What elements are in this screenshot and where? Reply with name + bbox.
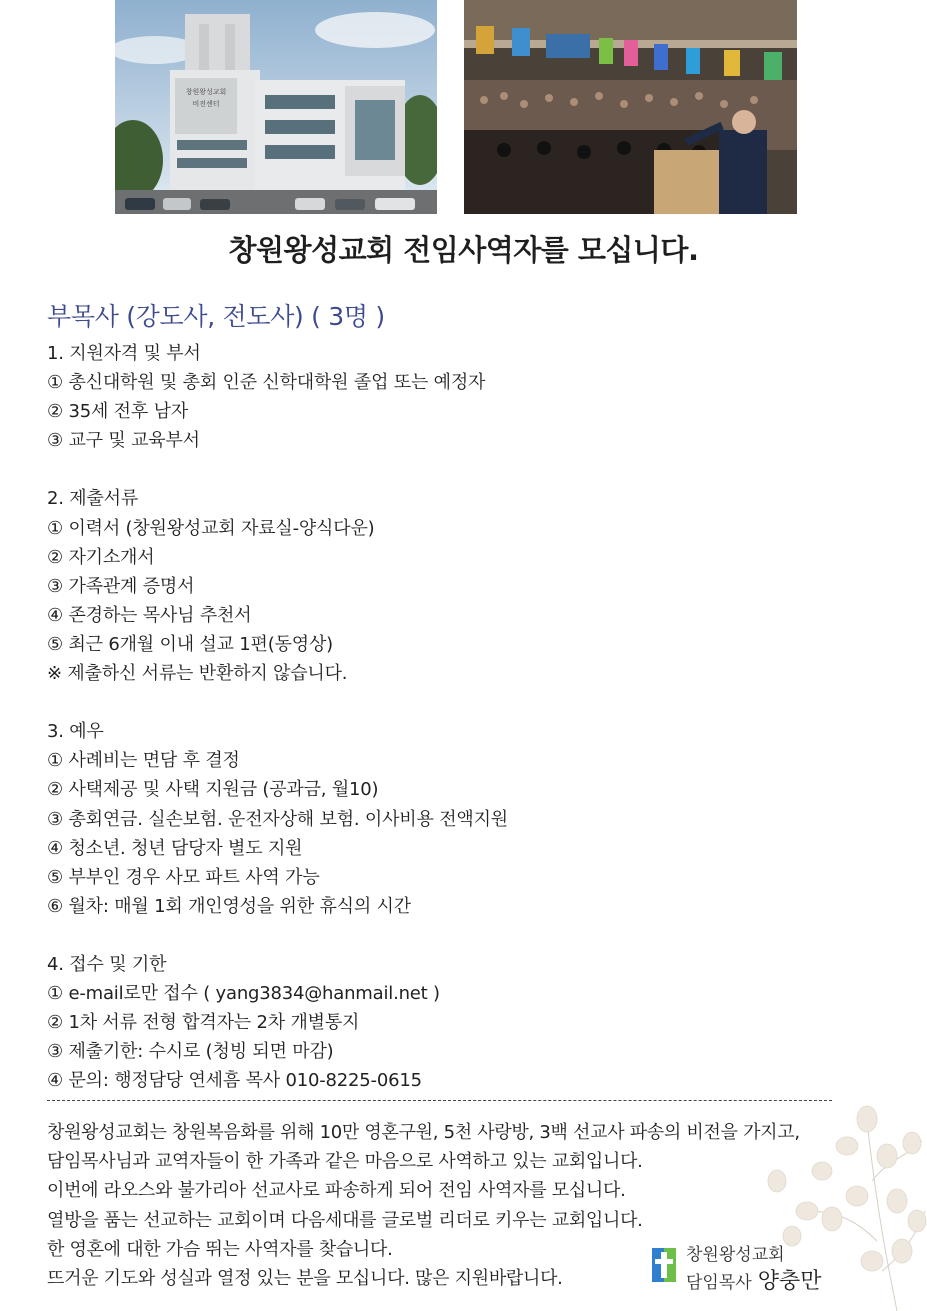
list-item-email: ① e-mail로만 접수 ( yang3834@hanmail.net )	[47, 983, 440, 1005]
list-item: ① 사례비는 면담 후 결정	[47, 750, 240, 772]
svg-text:비전센터: 비전센터	[192, 100, 220, 108]
list-item: ② 1차 서류 전형 합격자는 2차 개별통지	[47, 1012, 360, 1034]
signature-church-name: 창원왕성교회	[686, 1245, 785, 1265]
section-heading-qualifications: 1. 지원자격 및 부서	[47, 343, 201, 364]
list-item: ② 자기소개서	[47, 546, 155, 568]
list-item: ③ 교구 및 교육부서	[47, 430, 200, 452]
church-logo-icon	[652, 1248, 676, 1282]
list-item: ⑤ 최근 6개월 이내 설교 1편(동영상)	[47, 633, 333, 655]
intro-line: 창원왕성교회는 창원복음화를 위해 10만 영혼구원, 5천 사랑방, 3백 선교사 파송의 비전을 가지고,	[47, 1122, 800, 1143]
intro-line: 열방을 품는 선교하는 교회이며 다음세대를 글로벌 리더로 키우는 교회입니다.	[47, 1209, 643, 1231]
church-building-photo	[115, 0, 437, 214]
section-heading-documents: 2. 제출서류	[47, 488, 139, 510]
requirements-body	[47, 339, 847, 1095]
page-title: 창원왕성교회 전임사역자를 모십니다.	[228, 233, 699, 267]
signature-name: 양충만	[757, 1269, 822, 1294]
svg-text:창원왕성교회: 창원왕성교회	[185, 88, 227, 96]
intro-line: 뜨거운 기도와 성실과 열정 있는 분을 모십니다. 많은 지원바랍니다.	[47, 1267, 563, 1289]
list-item: ② 사택제공 및 사택 지원금 (공과금, 월10)	[47, 779, 379, 801]
list-item: ④ 존경하는 목사님 추천서	[47, 604, 252, 626]
section-heading-benefits: 3. 예우	[47, 721, 104, 743]
pastor-signature	[652, 1240, 882, 1300]
section-heading-application: 4. 접수 및 기한	[47, 953, 167, 975]
list-item: ① 총신대학원 및 총회 인준 신학대학원 졸업 또는 예정자	[47, 372, 486, 394]
position-subtitle: 부목사 (강도사, 전도사) ( 3명 )	[47, 302, 385, 331]
signature-role: 담임목사	[686, 1273, 752, 1293]
list-item: ⑥ 월차: 매월 1회 개인영성을 위한 휴식의 시간	[47, 895, 411, 917]
list-item-contact: ④ 문의: 행정담당 연세흠 목사 010-8225-0615	[47, 1070, 422, 1092]
intro-line: 한 영혼에 대한 가슴 뛰는 사역자를 찾습니다.	[47, 1238, 393, 1260]
intro-line: 이번에 라오스와 불가리아 선교사로 파송하게 되어 전임 사역자를 모십니다.	[47, 1180, 626, 1202]
list-item: ③ 총회연금. 실손보험. 운전자상해 보험. 이사비용 전액지원	[47, 808, 508, 830]
dashed-divider	[47, 1100, 832, 1101]
list-item: ③ 가족관계 증명서	[47, 575, 195, 597]
list-item: ② 35세 전후 남자	[47, 401, 188, 423]
list-item: ① 이력서 (창원왕성교회 자료실-양식다운)	[47, 517, 375, 539]
list-item: ④ 청소년. 청년 담당자 별도 지원	[47, 837, 303, 859]
list-note: ※ 제출하신 서류는 반환하지 않습니다.	[47, 663, 348, 685]
worship-service-photo	[464, 0, 797, 214]
list-item: ⑤ 부부인 경우 사모 파트 사역 가능	[47, 866, 320, 888]
intro-line: 담임목사님과 교역자들이 한 가족과 같은 마음으로 사역하고 있는 교회입니다.	[47, 1151, 643, 1173]
signature-pastor-line	[686, 1264, 821, 1295]
list-item: ③ 제출기한: 수시로 (청빙 되면 마감)	[47, 1041, 334, 1063]
